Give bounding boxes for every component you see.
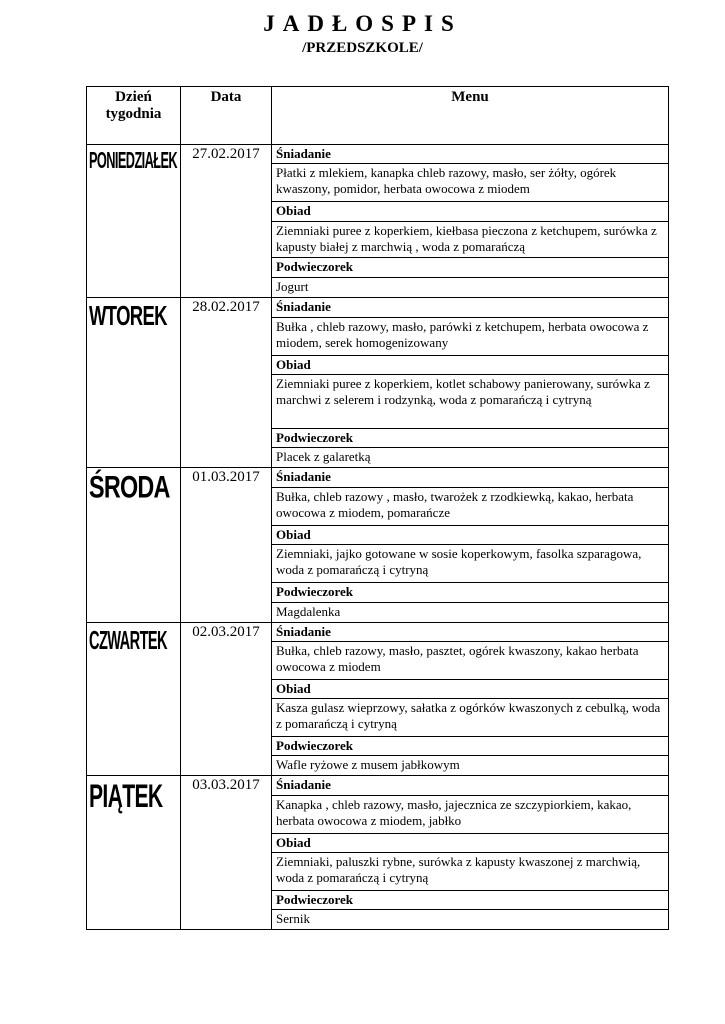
table-row bbox=[87, 623, 669, 642]
date-cell: 03.03.2017 bbox=[181, 776, 272, 930]
column-header-date: Data bbox=[181, 87, 272, 145]
meal-content-sniadanie: Bułka, chleb razowy, masło, pasztet, ogórek kwaszony, kakao herbata owocowa z miodem bbox=[272, 642, 669, 680]
day-name: ŚRODA bbox=[89, 470, 170, 505]
meal-content-sniadanie: Płatki z mlekiem, kanapka chleb razowy, masło, ser żółty, ogórek kwaszony, pomidor, herbata owocowa z miodem bbox=[272, 164, 669, 202]
table-header-row bbox=[87, 87, 669, 145]
table-row bbox=[87, 468, 669, 488]
meal-content-podwieczorek: Wafle ryżowe z musem jabłkowym bbox=[272, 756, 669, 776]
table-row bbox=[87, 145, 669, 164]
day-cell bbox=[87, 468, 181, 623]
day-name: CZWARTEK bbox=[89, 625, 168, 655]
document-title: JADŁOSPIS bbox=[263, 11, 462, 36]
menu-table bbox=[86, 86, 669, 930]
meal-heading-sniadanie: Śniadanie bbox=[272, 776, 669, 796]
meal-content-podwieczorek: Magdalenka bbox=[272, 603, 669, 623]
meal-content-sniadanie: Kanapka , chleb razowy, masło, jajecznica ze szczypiorkiem, kakao, herbata owocowa z miodem, jabłko bbox=[272, 796, 669, 834]
meal-content-obiad: Ziemniaki puree z koperkiem, kotlet schabowy panierowany, surówka z marchwi z selerem i rodzynką, woda z pomarańczą i cytryną bbox=[272, 375, 669, 429]
column-header-day: Dzień tygodnia bbox=[87, 87, 181, 145]
meal-heading-podwieczorek: Podwieczorek bbox=[272, 891, 669, 910]
day-name: PIĄTEK bbox=[89, 778, 163, 814]
meal-heading-sniadanie: Śniadanie bbox=[272, 623, 669, 642]
meal-content-obiad: Ziemniaki puree z koperkiem, kiełbasa pieczona z ketchupem, surówka z kapusty białej z marchwią , woda z pomarańczą bbox=[272, 222, 669, 258]
meal-heading-obiad: Obiad bbox=[272, 526, 669, 545]
date-cell: 02.03.2017 bbox=[181, 623, 272, 776]
meal-heading-obiad: Obiad bbox=[272, 680, 669, 699]
meal-heading-sniadanie: Śniadanie bbox=[272, 298, 669, 318]
meal-heading-sniadanie: Śniadanie bbox=[272, 145, 669, 164]
meal-content-sniadanie: Bułka, chleb razowy , masło, twarożek z rzodkiewką, kakao, herbata owocowa z miodem, pomarańcze bbox=[272, 488, 669, 526]
meal-content-sniadanie: Bułka , chleb razowy, masło, parówki z ketchupem, herbata owocowa z miodem, serek homogenizowany bbox=[272, 318, 669, 356]
date-cell: 27.02.2017 bbox=[181, 145, 272, 298]
meal-heading-podwieczorek: Podwieczorek bbox=[272, 583, 669, 603]
day-cell bbox=[87, 776, 181, 930]
meal-content-podwieczorek: Sernik bbox=[272, 910, 669, 930]
day-name: PONIEDZIAŁEK bbox=[89, 147, 178, 174]
day-name: WTOREK bbox=[89, 300, 167, 331]
document-subtitle: /PRZEDSZKOLE/ bbox=[302, 40, 423, 56]
meal-heading-obiad: Obiad bbox=[272, 202, 669, 222]
meal-heading-podwieczorek: Podwieczorek bbox=[272, 737, 669, 756]
meal-content-obiad: Ziemniaki, jajko gotowane w sosie koperkowym, fasolka szparagowa, woda z pomarańczą i cytryną bbox=[272, 545, 669, 583]
column-header-menu: Menu bbox=[272, 87, 669, 145]
meal-heading-obiad: Obiad bbox=[272, 356, 669, 375]
meal-heading-podwieczorek: Podwieczorek bbox=[272, 429, 669, 448]
meal-heading-obiad: Obiad bbox=[272, 834, 669, 853]
day-cell bbox=[87, 298, 181, 468]
meal-content-podwieczorek: Placek z galaretką bbox=[272, 448, 669, 468]
date-cell: 01.03.2017 bbox=[181, 468, 272, 623]
date-cell: 28.02.2017 bbox=[181, 298, 272, 468]
meal-content-obiad: Kasza gulasz wieprzowy, sałatka z ogórków kwaszonych z cebulką, woda z pomarańczą i cytryną bbox=[272, 699, 669, 737]
table-row bbox=[87, 298, 669, 318]
meal-content-podwieczorek: Jogurt bbox=[272, 278, 669, 298]
meal-heading-podwieczorek: Podwieczorek bbox=[272, 258, 669, 278]
day-cell bbox=[87, 145, 181, 298]
meal-heading-sniadanie: Śniadanie bbox=[272, 468, 669, 488]
table-row bbox=[87, 776, 669, 796]
meal-content-obiad: Ziemniaki, paluszki rybne, surówka z kapusty kwaszonej z marchwią, woda z pomarańczą i cytryną bbox=[272, 853, 669, 891]
day-cell bbox=[87, 623, 181, 776]
